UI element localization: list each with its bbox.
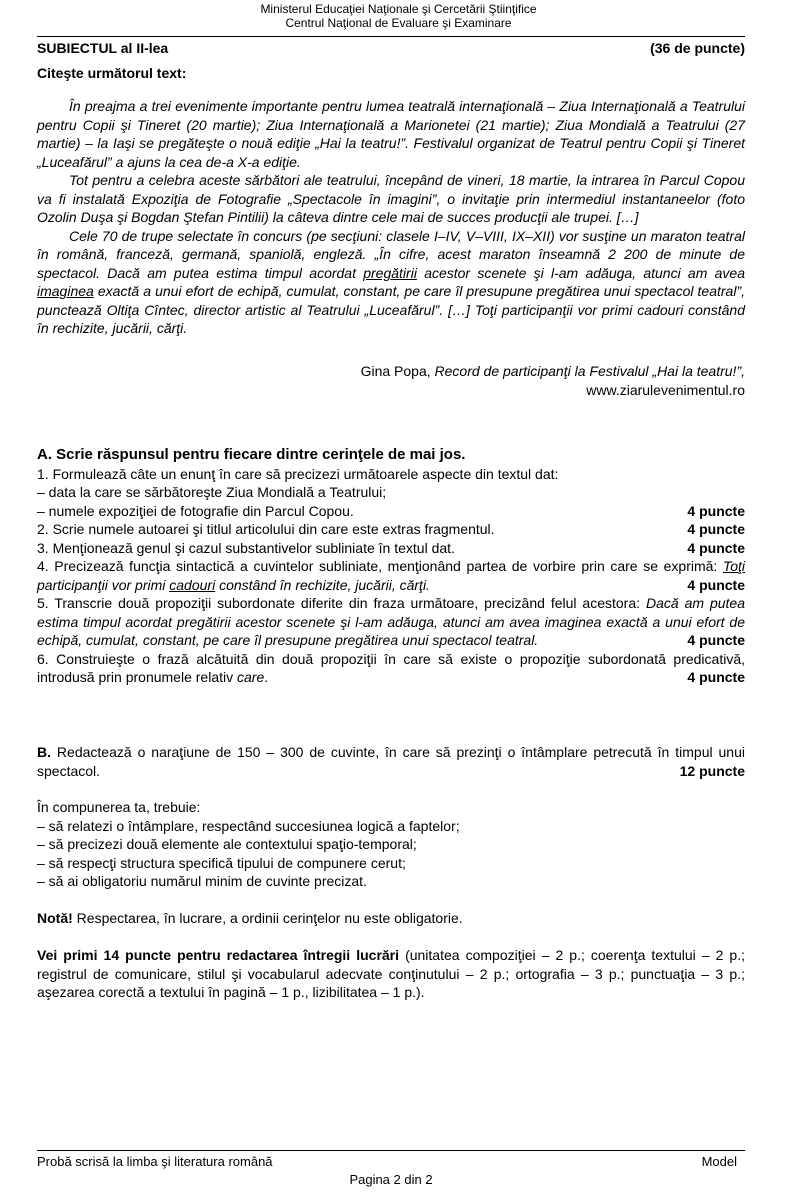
points-q1: 4 puncte — [681, 502, 745, 521]
requirements-intro: În compunerea ta, trebuie: — [37, 799, 201, 815]
question-1: 1. Formulează câte un enunţ în care să precizezi următoarele aspecte din textul dat: — [37, 465, 559, 482]
question-4: 4. Precizează funcţia sintactică a cuvintelor subliniate, menţionând partea de vorbire prin care se exprimă: Toţi participanţii vor primi cadouri constând în rechizite, jucării, cărţi. 4 puncte — [37, 558, 745, 593]
points-q5: 4 puncte — [681, 631, 745, 650]
question-6: 6. Construieşte o frază alcătuită din două propoziţii în care să existe o propoziţie subordonată predicativă, introdusă prin pronumele relativ care. 4 puncte — [37, 650, 745, 685]
points-q2: 4 puncte — [681, 520, 745, 539]
question-2: 2. Scrie numele autoarei şi titlul articolului din care este extras fragmentul. 4 puncte — [37, 521, 745, 537]
underlined-word-pregatirii: pregătirii — [363, 264, 417, 281]
section-b-label: B. — [37, 744, 51, 760]
subject-points: (36 de puncte) — [650, 40, 745, 56]
footer-divider — [37, 1150, 745, 1151]
p3-part-c: exactă a unui efort de echipă, cumulat, constant, pe care îl presupune pregătirea unui spectacol teatral”, punctează Oltiţa Cîntec, director artistic al Teatrului „Luceafărul”. […] Toţi participanţii vor primi cadouri constând în rechizite, jucării, cărţi. — [37, 283, 745, 336]
grading-bold: Vei primi 14 puncte pentru redactarea întregii lucrări — [37, 947, 400, 963]
subject-title: SUBIECTUL al II-lea — [37, 40, 169, 56]
points-q6: 4 puncte — [681, 668, 745, 687]
points-q3: 4 puncte — [681, 539, 745, 558]
requirement-3: – să respecţi structura specifică tipului de compunere cerut; — [37, 854, 406, 871]
requirement-4: – să ai obligatoriu numărul minim de cuvinte precizat. — [37, 873, 367, 889]
underlined-word-cadouri: cadouri — [169, 576, 216, 593]
question-5: 5. Transcrie două propoziţii subordonate diferite din fraza următoare, precizând felul acestora: Dacă am putea estima timpul acordat pregătirii acestor scenete şi l-am adăuga, atunci am avea imaginea exactă a unui efort de echipă, cumulat, constant, pe care îl presupune pregătirea unui spectacol teatral. 4 puncte — [37, 595, 746, 648]
footer-model: Model — [701, 1154, 737, 1169]
requirements — [37, 798, 745, 891]
page-header — [0, 2, 797, 30]
grading-info — [37, 946, 745, 1002]
note-text: Respectarea, în lucrare, a ordinii cerinţelor nu este obligatorie. — [72, 910, 463, 926]
p3-part-b: acestor scenete şi l-am adăuga, atunci am avea — [416, 264, 745, 281]
ministry-name: Ministerul Educaţiei Naţionale şi Cercetării Ştiinţifice — [260, 2, 537, 16]
source-title: Record de participanţi la Festivalul „Hai la teatru!”, — [434, 363, 745, 379]
p3-part-a: Cele 70 de trupe selectate în concurs (pe secţiuni: clasele I–IV, V–VIII, IX–XII) vor susţine un maraton teatral în română, franceză, germană, spaniolă, engleză. „În cifre, acest maraton înseamnă 2 200 de minute de spectacol. Dacă am putea estima timpul acordat — [37, 227, 745, 281]
section-b-task: B. Redactează o naraţiune de 150 – 300 de cuvinte, în care să prezinţi o întâmplare petrecută în timpul unui spectacol. 12 puncte — [37, 744, 745, 779]
note — [37, 909, 745, 928]
article-text — [37, 97, 745, 338]
points-q4: 4 puncte — [681, 576, 745, 595]
question-1-item-a: – data la care se sărbătoreşte Ziua Mondială a Teatrului; — [37, 484, 387, 500]
footer-exam-name: Probă scrisă la limba şi literatura română — [37, 1154, 273, 1169]
article-paragraph-1: În preajma a trei evenimente importante pentru lumea teatrală internaţională – Ziua Internaţională a Teatrului pentru Copii şi Tineret (20 martie); Ziua Internaţională a Marionetei (21 martie); Ziua Mondială a Teatrului (27 martie) – la Iaşi se pregăteşte o nouă ediţie „Hai la teatru!”. Festivalul organizat de Teatrul pentru Copii şi Tineret „Luceafărul” a ajuns la cea de-a X-a ediţie. — [37, 98, 745, 170]
page-footer — [37, 1154, 745, 1170]
article-paragraph-3 — [37, 227, 745, 338]
requirement-1: – să relatezi o întâmplare, respectând succesiunea logică a faptelor; — [37, 817, 460, 834]
section-a-heading: A. Scrie răspunsul pentru fiecare dintre cerinţele de mai jos. — [37, 446, 466, 463]
page-number: Pagina 2 din 2 — [349, 1172, 433, 1187]
article-paragraph-2: Tot pentru a celebra aceste sărbători ale teatrului, începând de vineri, 18 martie, la intrarea în Parcul Copou va fi instalată Expoziţia de Fotografie „Spectacole în imagini”, o invitaţie prin intermediul instantaneelor (foto Ozolin Duşa şi Bogdan Ştefan Pintilii) la câteva dintre cele mai de succes producţii ale trupei. […] — [37, 172, 745, 225]
points-section-b: 12 puncte — [674, 762, 745, 781]
article-source — [37, 362, 745, 399]
requirement-2: – să precizezi două elemente ale contextului spaţio-temporal; — [37, 836, 417, 852]
question-3: 3. Menţionează genul şi cazul substantivelor subliniate în textul dat. 4 puncte — [37, 539, 745, 556]
section-b — [37, 743, 745, 780]
subject-title-row — [37, 40, 745, 57]
header-divider — [37, 36, 745, 37]
source-site: www.ziarulevenimentul.ro — [586, 381, 745, 398]
grading-details: (unitatea compoziţiei – 2 p.; coerenţa textului – 2 p.; registrul de comunicare, stilul şi vocabularul adecvate conţinutului – 2 p.; ortografia – 3 p.; punctuaţia – 3 p.; aşezarea corectă a textului în pagină – 1 p., lizibilitatea – 1 p.). — [37, 947, 745, 1000]
section-a — [37, 446, 745, 687]
underlined-word-toti: Toţi — [722, 558, 745, 574]
underlined-word-imaginea: imaginea — [37, 283, 94, 299]
center-name: Centrul Naţional de Evaluare şi Examinare — [285, 16, 512, 30]
source-author: Gina Popa, — [360, 363, 435, 379]
question-1-item-b: – numele expoziţiei de fotografie din Parcul Copou. 4 puncte — [37, 502, 745, 519]
instruction: Citeşte următorul text: — [37, 65, 187, 81]
note-label: Notă! — [37, 910, 73, 926]
